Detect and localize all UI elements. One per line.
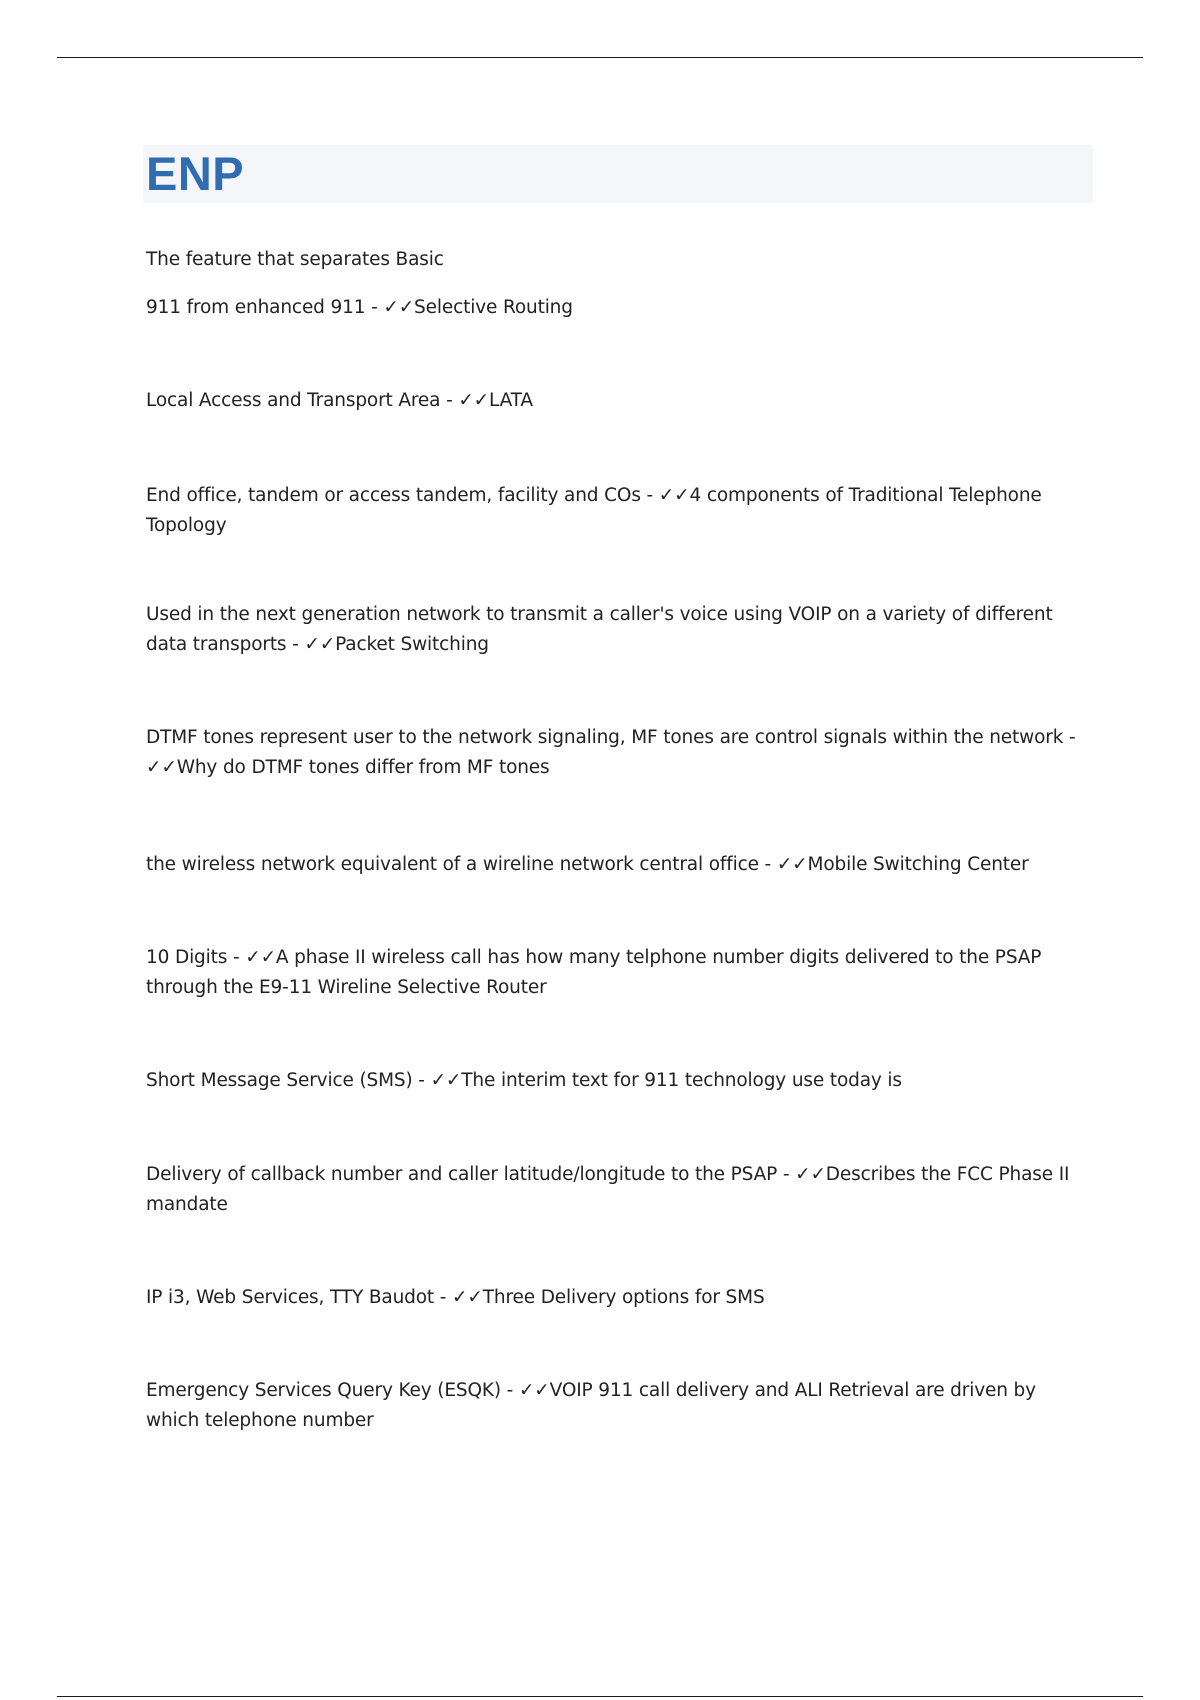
qa-entry-5: [146, 723, 1092, 783]
double-check-icon: ✓✓: [776, 854, 808, 875]
answer-text: Emergency Services Query Key (ESQK) -: [146, 1380, 519, 1401]
answer-text: Used in the next generation network to transmit a caller's voice using VOIP on a variety of different data transports -: [146, 604, 1053, 655]
qa-entry-3: [146, 481, 1092, 541]
intro-line: The feature that separates Basic: [146, 249, 444, 270]
qa-entry-2: [146, 386, 1092, 416]
answer-text: IP i3, Web Services, TTY Baudot -: [146, 1287, 453, 1308]
top-rule: [57, 57, 1143, 58]
prompt-text: 4 components of Traditional Telephone Topology: [146, 485, 1042, 536]
answer-text: Local Access and Transport Area -: [146, 390, 459, 411]
qa-entry-9: [146, 1160, 1092, 1220]
prompt-text: Selective Routing: [414, 297, 573, 318]
double-check-icon: ✓✓: [146, 757, 177, 778]
qa-entry-8: [146, 1066, 1092, 1096]
prompt-text: Three Delivery options for SMS: [482, 1287, 765, 1308]
double-check-icon: ✓✓: [245, 947, 276, 968]
page-title: ENP: [146, 147, 245, 200]
prompt-text: The interim text for 911 technology use today is: [461, 1070, 902, 1091]
prompt-text: VOIP 911 call delivery and ALI Retrieval are driven by which telephone number: [146, 1380, 1036, 1431]
answer-text: the wireless network equivalent of a wireline network central office -: [146, 854, 777, 875]
title-band: [143, 145, 1093, 203]
double-check-icon: ✓✓: [383, 297, 415, 318]
prompt-text: Packet Switching: [335, 634, 489, 655]
answer-text: DTMF tones represent user to the network signaling, MF tones are control signals within the network -: [146, 727, 1076, 748]
qa-entry-7: [146, 943, 1092, 1003]
answer-text: 10 Digits -: [146, 947, 246, 968]
answer-text: End office, tandem or access tandem, facility and COs -: [146, 485, 659, 506]
double-check-icon: ✓✓: [304, 634, 336, 655]
qa-entry-6: [146, 850, 1092, 880]
double-check-icon: ✓✓: [458, 390, 490, 411]
double-check-icon: ✓✓: [518, 1380, 550, 1401]
double-check-icon: ✓✓: [452, 1287, 483, 1308]
answer-text: Short Message Service (SMS) -: [146, 1070, 431, 1091]
qa-entry-1: [146, 293, 1092, 323]
double-check-icon: ✓✓: [795, 1164, 826, 1185]
prompt-text: Describes the FCC Phase II mandate: [146, 1164, 1070, 1215]
double-check-icon: ✓✓: [658, 485, 690, 506]
answer-text: 911 from enhanced 911 -: [146, 297, 384, 318]
prompt-text: Why do DTMF tones differ from MF tones: [176, 757, 550, 778]
bottom-rule: [57, 1696, 1143, 1697]
prompt-text: A phase II wireless call has how many telphone number digits delivered to the PSAP through the E9-11 Wireline Selective Router: [146, 947, 1042, 998]
qa-entry-4: [146, 600, 1092, 660]
prompt-text: Mobile Switching Center: [807, 854, 1029, 875]
qa-entry-10: [146, 1283, 1092, 1313]
double-check-icon: ✓✓: [430, 1070, 462, 1091]
prompt-text: LATA: [489, 390, 533, 411]
answer-text: Delivery of callback number and caller latitude/longitude to the PSAP -: [146, 1164, 796, 1185]
qa-entry-11: [146, 1376, 1092, 1436]
